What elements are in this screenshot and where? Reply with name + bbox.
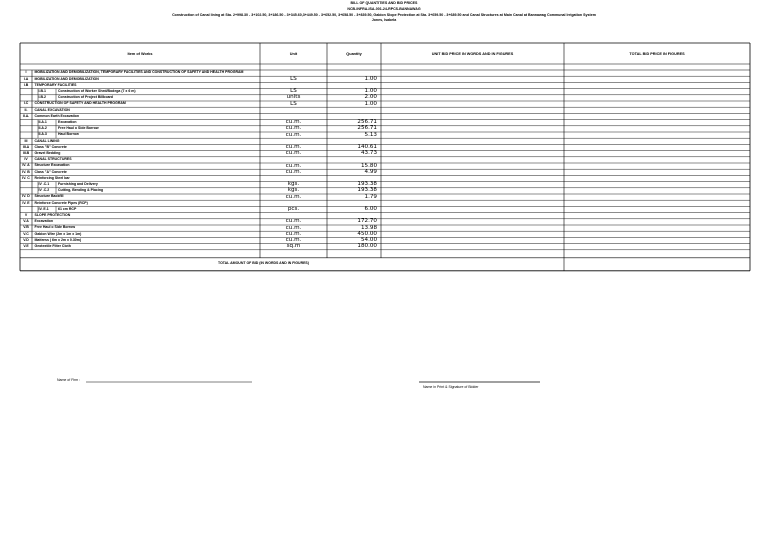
item-unit: LS	[290, 100, 297, 107]
item-quantity: 180.00	[357, 243, 377, 250]
item-description: Reinforcing Steel bar	[34, 175, 70, 180]
item-code: IV. D	[22, 194, 30, 199]
item-quantity: 193.38	[357, 187, 377, 194]
item-description: Structure Excavation	[34, 163, 70, 168]
item-code: I	[25, 70, 27, 75]
item-description: Gravel Bedding	[34, 151, 61, 155]
firm-name-label: Name of Firm :	[57, 378, 81, 382]
item-description: CANAL EXCAVATION	[34, 107, 70, 112]
column-header-unit-bid-price: UNIT BID PRICE IN WORDS AND IN FIGURES	[431, 52, 514, 56]
item-code: V.C	[23, 231, 29, 236]
total-amount-label: TOTAL AMOUNT OF BID (IN WORDS AND IN FIGURES)	[218, 261, 309, 266]
item-unit: cu.m.	[285, 237, 302, 243]
item-unit: kgs.	[287, 181, 300, 188]
item-quantity: 43.73	[360, 150, 377, 157]
item-code: I.A	[23, 76, 29, 81]
item-quantity: 54.00	[360, 237, 377, 243]
item-description: Free Haul o Side Borrow	[34, 225, 76, 230]
item-unit: cu.m.	[285, 162, 302, 169]
doc-title: BILL OF QUANTITIES AND BID PRICES	[350, 1, 418, 5]
item-description: CONSTRUCTION OF SAFETY AND HEALTH PROGRAM	[34, 101, 126, 106]
item-description: MOBILIZATION AND DEMOBILIZATION, TEMPORARY FACILITIES AND CONSTRUCTION OF SAFETY AND HEALTH PROGRAM	[34, 70, 244, 75]
item-quantity: 6.00	[364, 206, 377, 212]
item-description: Cutting, Bending & Placing	[58, 188, 104, 193]
contract-id: NCB-INFRA-ISA-001-24-RPCS-BANNAWAG	[347, 6, 421, 11]
item-code: IV. B	[22, 169, 30, 174]
item-code: IV. C	[22, 175, 30, 180]
sub-item-code: I.B.2	[38, 95, 46, 100]
item-description: Mattress ( 6m x 2m x 0.30m)	[34, 237, 81, 242]
project-description: Construction of Canal lining at Sta. 2+998.30 - 3+102.50, 3+186.50 - 3+345.60,3+449.50 - 3+652.50, 3+658.50 - 3+839.50, Gabion Slope Protection at Sta. 3+659.50 - 3+689.50 and Canal Structures at Main Canal at Bannawag Communal Irrigation System	[172, 12, 596, 17]
item-code: II.	[24, 107, 28, 112]
item-unit: units	[286, 94, 301, 101]
item-unit: cu.m.	[285, 218, 302, 225]
item-code: IV. E	[22, 200, 30, 205]
item-description: Haul Borrow	[58, 132, 79, 137]
item-code: V.A	[23, 219, 29, 224]
item-unit: sq.m	[286, 243, 301, 250]
item-description: Excavation	[34, 219, 53, 224]
item-quantity: 193.38	[357, 181, 377, 188]
project-location: Jones, Isabela	[371, 18, 397, 22]
item-code: V	[24, 213, 28, 217]
sub-item-code: II.A.2	[38, 126, 47, 131]
item-description: Class "B" Concrete	[34, 144, 67, 149]
item-description: Excavation	[58, 120, 77, 124]
sub-item-code: IV. E.1	[38, 206, 49, 211]
item-description: Gabion Wire (2m x 1m x 1m)	[34, 231, 82, 236]
sub-item-code: I.B.1	[38, 89, 46, 93]
item-unit: pcs.	[287, 206, 300, 212]
item-unit: cu.m.	[285, 193, 302, 200]
item-code: V.D	[23, 237, 29, 242]
item-code: IV. A	[22, 163, 30, 168]
item-description: TEMPORARY FACILITIES	[34, 82, 77, 87]
item-description: Free Haul o Side Borrow	[58, 126, 99, 131]
item-unit: LS	[290, 75, 297, 82]
item-unit: cu.m.	[285, 144, 302, 150]
item-code: III.A	[22, 144, 30, 149]
item-description: Common Earth Excavation	[34, 113, 80, 118]
column-header-unit: Unit	[289, 52, 298, 56]
item-unit: cu.m.	[285, 230, 302, 237]
item-unit: cu.m.	[285, 150, 302, 157]
item-quantity: 15.80	[360, 162, 377, 169]
item-quantity: 1.00	[364, 88, 377, 95]
item-code: V.B	[23, 225, 29, 230]
item-description: Furnishing and Delivery	[58, 182, 98, 186]
column-header-quantity: Quantity	[346, 52, 362, 56]
item-quantity: 140.61	[357, 144, 377, 150]
column-header-item: Item of Works	[127, 52, 153, 56]
item-code: II.A.	[22, 113, 30, 118]
sub-item-code: II.A.3	[38, 132, 47, 137]
firm-name-field[interactable]	[57, 378, 80, 382]
item-code: IV	[24, 157, 28, 162]
item-quantity: 256.71	[357, 119, 377, 126]
item-description: Construction of Worker Shed/Bodega (7 x 6 m)	[58, 89, 136, 93]
item-unit: kgs.	[287, 187, 300, 194]
item-unit: cu.m.	[285, 168, 302, 175]
item-code: I.C	[23, 101, 29, 106]
item-code: I.B	[23, 82, 29, 87]
item-unit: cu.m.	[285, 125, 302, 132]
column-header-total-bid-price: TOTAL BID PRICE IN FIGURES	[629, 52, 685, 56]
item-description: MOBILIZATION AND DEMOBILIZATION	[34, 76, 99, 81]
item-quantity: 256.71	[357, 125, 377, 132]
item-unit: cu.m.	[285, 119, 302, 126]
item-quantity: 5.13	[364, 131, 377, 138]
item-quantity: 4.99	[364, 168, 377, 175]
item-unit: LS	[290, 88, 297, 95]
item-description: Reinforce Concrete Pipes (RCP)	[34, 200, 88, 205]
sub-item-code: IV .C.1	[38, 182, 50, 186]
item-quantity: 2.00	[364, 94, 377, 101]
item-description: SLOPE PROTECTION	[34, 213, 71, 217]
item-unit: cu.m.	[285, 224, 302, 231]
item-description: 61 cm RCP	[58, 206, 77, 211]
item-code: III.B	[22, 151, 30, 155]
item-description: Structure Backfill	[34, 194, 64, 199]
item-code: III	[24, 138, 28, 143]
item-description: CANAL STRUCTURES	[34, 157, 72, 162]
item-quantity: 13.98	[360, 224, 377, 231]
item-quantity: 450.00	[357, 230, 377, 237]
item-description: Class "A" Concrete	[34, 169, 67, 174]
item-quantity: 1.79	[364, 193, 377, 200]
sub-item-code: II.A.1	[38, 120, 47, 124]
item-unit: cu.m.	[285, 131, 302, 138]
item-quantity: 172.70	[357, 218, 377, 225]
sub-item-code: IV .C.2	[38, 188, 50, 193]
item-code: V.E	[23, 244, 29, 248]
item-quantity: 1.00	[364, 100, 377, 107]
item-quantity: 1.00	[364, 75, 377, 82]
item-description: Construction of Project Billboard	[58, 95, 114, 100]
item-description: Geotextile Filter Cloth	[34, 244, 71, 248]
item-description: CANAL LINING	[34, 138, 60, 143]
bidder-signature-label: Name in Print & Signature of Bidder	[423, 385, 479, 389]
